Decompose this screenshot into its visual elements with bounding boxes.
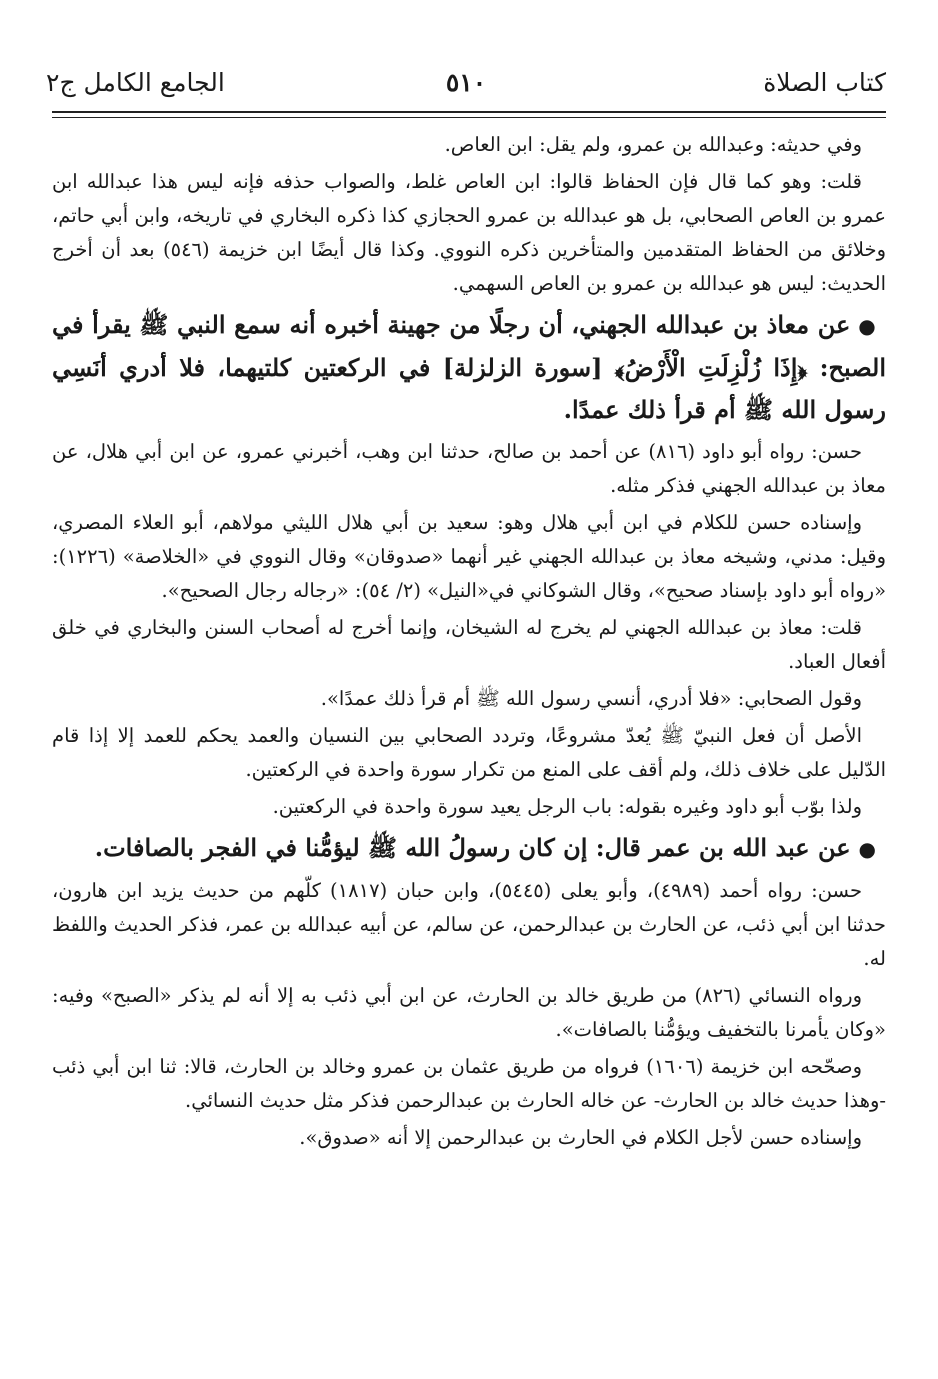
header-rule-thin: [52, 117, 886, 118]
commentary-paragraph: قلت: معاذ بن عبدالله الجهني لم يخرج له الشيخان، وإنما أخرج له أصحاب السنن والبخاري في خلق أفعال العباد.: [52, 616, 886, 673]
commentary-paragraph: الأصل أن فعل النبيّ ﷺ يُعدّ مشروعًا، وتردد الصحابي بين النسيان والعمد يحكم للعمد إلا إذا قام الدّليل على خلاف ذلك، ولم أقف على المنع من تكرار سورة واحدة في الركعتين.: [52, 724, 886, 781]
commentary-paragraph: حسن: رواه أحمد (٤٩٨٩)، وأبو يعلى (٥٤٤٥)، وابن حبان (١٨١٧) كلّهم من حديث يزيد ابن هارون، حدثنا ابن أبي ذئب، عن الحارث بن عبدالرحمن، عن سالم، عن أبيه عبدالله بن عمر، فذكر الحديث واللفظ له.: [52, 879, 886, 970]
page-body: [52, 128, 886, 1158]
bullet-icon: ●: [858, 837, 876, 861]
header-rule-thick: [52, 111, 886, 113]
series-title: الجامع الكامل ج٢: [46, 68, 225, 97]
hadith-paragraph: [52, 304, 886, 431]
commentary-paragraph: ولذا بوّب أبو داود وغيره بقوله: باب الرجل يعيد سورة واحدة في الركعتين.: [272, 795, 862, 818]
commentary-paragraph: حسن: رواه أبو داود (٨١٦) عن أحمد بن صالح، حدثنا ابن وهب، أخبرني عمرو، عن ابن أبي هلال، عن معاذ بن عبدالله الجهني فذكر مثله.: [52, 440, 886, 497]
book-title: كتاب الصلاة: [763, 68, 886, 97]
commentary-paragraph: وقول الصحابي: «فلا أدري، أنسي رسول الله ﷺ أم قرأ ذلك عمدًا».: [320, 687, 862, 710]
page-number: ٥١٠: [445, 68, 487, 97]
hadith-text: عن معاذ بن عبدالله الجهني، أن رجلًا من جهينة أخبره أنه سمع النبي ﷺ يقرأ في الصبح: ﴿إِذَا زُلْزِلَتِ الْأَرْضُ﴾ [سورة الزلزلة] في الركعتين كلتيهما، فلا أدري أنَسِي رسول الله ﷺ أم قرأ ذلك عمدًا.: [52, 310, 886, 424]
hadith-text: عن عبد الله بن عمر قال: إن كان رسولُ الله ﷺ ليؤمُّنا في الفجر بالصافات.: [94, 833, 851, 862]
hadith-paragraph: [52, 827, 886, 870]
bullet-icon: ●: [858, 314, 877, 338]
commentary-paragraph: وإسناده حسن للكلام في ابن أبي هلال وهو: سعيد بن أبي هلال الليثي مولاهم، أبو العلاء المصري، وقيل: مدني، وشيخه معاذ بن عبدالله الجهني غير أنهما «صدوقان» وقال النووي في «الخلاصة» (١٢٢٦): «رواه أبو داود بإسناد صحيح»، وقال الشوكاني في«النيل» (٢/ ٥٤): «رجاله رجال الصحيح».: [52, 511, 886, 602]
commentary-paragraph: ورواه النسائي (٨٢٦) من طريق خالد بن الحارث، عن ابن أبي ذئب به إلا أنه لم يذكر «الصبح» وفيه: «وكان يأمرنا بالتخفيف ويؤمُّنا بالصافات».: [52, 984, 886, 1041]
commentary-paragraph: وصحّحه ابن خزيمة (١٦٠٦) فرواه من طريق عثمان بن عمرو وخالد بن الحارث، قالا: ثنا ابن أبي ذئب -وهذا حديث خالد بن الحارث- عن خاله الحارث بن عبدالرحمن فذكر مثل حديث النسائي.: [52, 1055, 886, 1112]
commentary-paragraph: وفي حديثه: وعبدالله بن عمرو، ولم يقل: ابن العاص.: [444, 133, 862, 156]
running-header: [46, 62, 886, 102]
commentary-paragraph: وإسناده حسن لأجل الكلام في الحارث بن عبدالرحمن إلا أنه «صدوق».: [299, 1126, 862, 1149]
commentary-paragraph: قلت: وهو كما قال فإن الحفاظ قالوا: ابن العاص غلط، والصواب حذفه فإنه ليس هذا عبدالله ابن عمرو بن العاص الصحابي، بل هو عبدالله بن عمرو الحجازي كذا ذكره البخاري في تاريخه، وابن أبي حاتم، وخلائق من الحفاظ المتقدمين والمتأخرين ذكره النووي. وكذا قال أيضًا ابن خزيمة (٥٤٦) بعد أن أخرج الحديث: ليس هو عبدالله بن عمرو بن العاص السهمي.: [52, 170, 886, 295]
